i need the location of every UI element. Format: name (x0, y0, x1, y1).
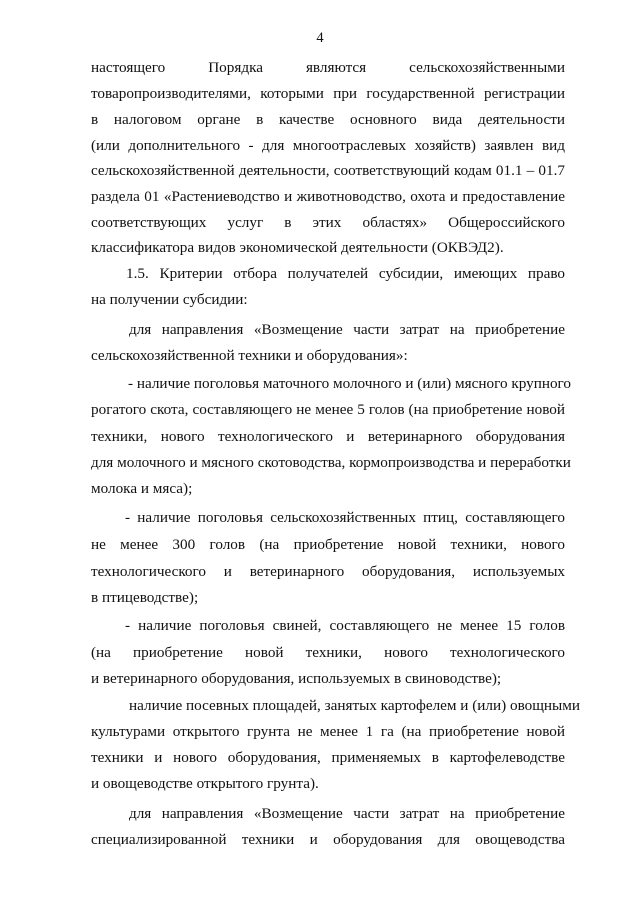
text-line: (на приобретение новой техники, нового технологического (91, 644, 565, 661)
list-item-first-line: - наличие поголовья маточного молочного и (или) мясного крупного (128, 375, 571, 392)
text-line: техники, нового технологического и ветеринарного оборудования (91, 428, 565, 445)
text-line: специализированной техники и оборудования для овощеводства (91, 831, 565, 848)
text-line: культурами открытого грунта не менее 1 га (на приобретение новой (91, 723, 565, 740)
text-line: для молочного и мясного скотоводства, кормопроизводства и переработки (91, 454, 571, 471)
text-line: сельскохозяйственной техники и оборудования»: (91, 347, 408, 364)
text-line: технологического и ветеринарного оборудования, используемых (91, 563, 565, 580)
page-number: 4 (316, 30, 324, 46)
paragraph-first-line: для направления «Возмещение части затрат на приобретение (129, 805, 565, 822)
list-item-first-line: наличие посевных площадей, занятых картофелем и (или) овощными (129, 697, 580, 714)
text-line: на получении субсидии: (91, 291, 248, 308)
text-line: техники и нового оборудования, применяемых в картофелеводстве (91, 749, 565, 766)
text-line: в налоговом органе в качестве основного вида деятельности (91, 111, 565, 128)
text-line: молока и мяса); (91, 480, 193, 497)
paragraph-first-line: для направления «Возмещение части затрат на приобретение (129, 321, 565, 338)
text-line: классификатора видов экономической деятельности (ОКВЭД2). (91, 239, 504, 256)
text-line: соответствующих услуг в этих областях» Общероссийского (91, 214, 565, 231)
list-item-first-line: - наличие поголовья сельскохозяйственных птиц, составляющего (125, 509, 565, 526)
text-line: настоящего Порядка являются сельскохозяйственными (91, 59, 565, 76)
text-line: рогатого скота, составляющего не менее 5 голов (на приобретение новой (91, 401, 565, 418)
section-heading: 1.5. Критерии отбора получателей субсидии, имеющих право (126, 265, 565, 282)
text-line: (или дополнительного - для многоотраслевых хозяйств) заявлен вид (91, 137, 565, 154)
list-item-first-line: - наличие поголовья свиней, составляющего не менее 15 голов (125, 617, 565, 634)
text-line: раздела 01 «Растениеводство и животноводство, охота и предоставление (91, 188, 565, 205)
text-line: и ветеринарного оборудования, используемых в свиноводстве); (91, 670, 502, 687)
text-line: и овощеводстве открытого грунта). (91, 775, 319, 792)
text-line: не менее 300 голов (на приобретение новой техники, нового (91, 536, 565, 553)
text-line: товаропроизводителями, которыми при государственной регистрации (91, 85, 565, 102)
text-line: сельскохозяйственной деятельности, соответствующий кодам 01.1 – 01.7 (91, 162, 565, 179)
text-line: в птицеводстве); (91, 589, 199, 606)
